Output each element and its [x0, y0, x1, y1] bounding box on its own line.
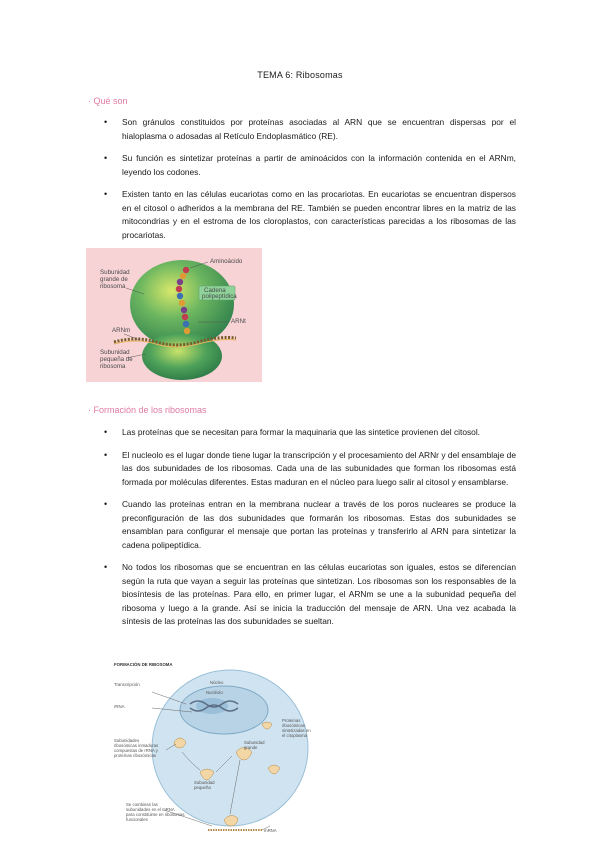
svg-text:Subunidad: Subunidad	[194, 780, 215, 785]
svg-text:subunidades en el mRNA: subunidades en el mRNA	[126, 807, 175, 812]
svg-text:rRNA: rRNA	[114, 704, 125, 709]
svg-text:el citoplasma: el citoplasma	[282, 733, 308, 738]
bullet-list-que-son	[0, 116, 600, 251]
ribosome-formation-diagram	[112, 660, 322, 842]
svg-text:pequeña de: pequeña de	[100, 356, 133, 363]
page-title: TEMA 6: Ribosomas	[257, 70, 343, 80]
svg-text:para constituirse en ribosomas: para constituirse en ribosomas	[126, 812, 185, 817]
list-item: • Existen tanto en las células eucariotas como en las procariotas. En eucariotas se encuentran dispersos en el citosol o adheridos a la membrana del RE. También se pueden encontrar libres en la matriz de las mitocondrias y en el estroma de los cloroplastos, con características parecidas a los ribosomas de las procariotas.	[0, 188, 600, 242]
svg-text:Aminoácido: Aminoácido	[210, 258, 243, 265]
svg-text:mRNA: mRNA	[264, 828, 277, 833]
bullet-list-formacion	[0, 426, 600, 638]
list-item: • Su función es sintetizar proteínas a partir de aminoácidos con la información contenida en el ARNm, leyendo los codones.	[0, 152, 600, 179]
svg-text:Subunidades: Subunidades	[114, 738, 140, 743]
svg-text:Nucléolo: Nucléolo	[206, 690, 223, 695]
svg-text:Subunidad: Subunidad	[244, 740, 265, 745]
ribosome-figure	[86, 248, 262, 382]
nucleolus-shape	[196, 698, 228, 714]
svg-text:Transcripción: Transcripción	[114, 682, 140, 687]
list-item: • Son gránulos constituidos por proteínas asociadas al ARN que se encuentran dispersas por el hialoplasma o adosadas al Retículo Endoplasmático (RE).	[0, 116, 600, 143]
svg-text:ARNm: ARNm	[112, 327, 131, 334]
svg-text:Subunidad: Subunidad	[100, 269, 130, 276]
section-heading-formacion: · Formación de los ribosomas	[88, 405, 207, 415]
svg-text:grande: grande	[244, 745, 258, 750]
svg-text:Núcleo: Núcleo	[210, 680, 224, 685]
ribosome-illustration	[86, 248, 262, 382]
svg-text:FORMACIÓN DE RIBOSOMA: FORMACIÓN DE RIBOSOMA	[114, 662, 173, 667]
svg-text:Cadena: Cadena	[204, 287, 226, 294]
ribosome-formation-figure	[112, 660, 322, 842]
svg-text:ARNt: ARNt	[231, 318, 246, 325]
svg-text:Se combinan las: Se combinan las	[126, 802, 158, 807]
svg-text:funcionales: funcionales	[126, 817, 148, 822]
svg-text:Proteínas: Proteínas	[282, 718, 301, 723]
svg-text:ribosoma: ribosoma	[100, 363, 126, 370]
list-item: • Las proteínas que se necesitan para formar la maquinaria que las sintetice provienen del citosol.	[0, 426, 600, 440]
list-item: • El nucleolo es el lugar donde tiene lugar la transcripción y el procesamiento del ARNr y del ensamblaje de las dos subunidades de los ribosomas. Cada una de las subunidades que forman los ribosomas está formada por moléculas diferentes. Estas maduran en el núcleo para luego salir al citosol y ensamblarse.	[0, 449, 600, 490]
svg-text:compuestas de rRNA y: compuestas de rRNA y	[114, 748, 158, 753]
svg-text:grande de: grande de	[100, 276, 128, 283]
section-heading-que-son: · Qué son	[88, 96, 128, 106]
small-subunit-shape	[142, 332, 222, 380]
svg-text:polipeptídica: polipeptídica	[202, 293, 237, 300]
svg-text:proteínas ribosómicas: proteínas ribosómicas	[114, 753, 157, 758]
svg-text:ribosoma: ribosoma	[100, 283, 126, 290]
svg-text:ribosómicas: ribosómicas	[282, 723, 305, 728]
svg-text:sintetizadas en: sintetizadas en	[282, 728, 311, 733]
list-item: • Cuando las proteínas entran en la membrana nuclear a través de los poros nucleares se produce la preconfiguración de las dos subunidades que formarán los ribosomas. Estas dos subunidades se ensamblan para configurar el mensaje que portan las proteínas y transferirlo al ARN para sintetizar la cadena polipeptídica.	[0, 498, 600, 552]
svg-text:pequeña: pequeña	[194, 785, 211, 790]
svg-text:Subunidad: Subunidad	[100, 349, 130, 356]
svg-text:ribosómicas inmaduras: ribosómicas inmaduras	[114, 743, 159, 748]
list-item: • No todos los ribosomas que se encuentran en las células eucariotas son iguales, estos se diferencian según la ruta que vayan a seguir las proteínas que sintetizan. Los ribosomas son los responsables de la biosíntesis de las proteínas. Para ello, en primer lugar, el ARNm se une a la subunidad pequeña del ribosoma y luego a la grande. Así se inicia la traducción del mensaje de ARN. Una vez acabada la síntesis de las proteínas las dos subunidades se sueltan.	[0, 561, 600, 629]
